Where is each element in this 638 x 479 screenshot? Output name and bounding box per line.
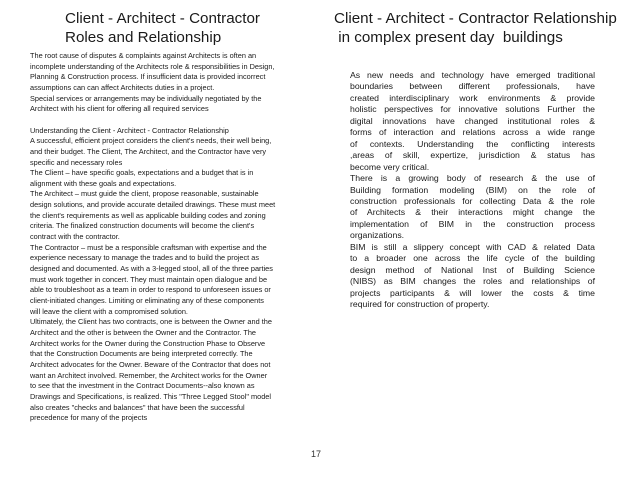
left-text-line: also creates "checks and balances" that have been the successful <box>30 402 245 412</box>
right-text-line-content: BIM is still a slippery concept with CAD & related Data <box>350 241 595 252</box>
left-text-line: experience necessary to manage the trades and to build the project as <box>30 253 260 263</box>
right-text-line <box>350 81 595 92</box>
left-text-line: The Contractor – must be a responsible craftsman with expertise and the <box>30 242 267 252</box>
left-text-line: The Client – have specific goals, expectations and a budget that is in <box>30 168 254 178</box>
right-text-line-content: (NIBS) as BIM changes the roles and relationships of <box>350 276 595 287</box>
left-text-line: must work together in concert. They must maintain open dialogue and be <box>30 274 268 284</box>
page-number: 17 <box>311 449 322 459</box>
left-text-line: The Architect – must guide the client, propose reasonable, sustainable <box>30 189 259 199</box>
left-text-line: and their budget. The Client, The Architect, and the Contractor have very <box>30 146 267 156</box>
left-text-line: Architect advocates for the Owner. Beware of the Contractor that does not <box>30 359 271 369</box>
right-text-line <box>350 173 595 184</box>
right-title-line-2: in complex present day buildings <box>334 29 563 46</box>
left-text-line: Ultimately, the Client has two contracts, one is between the Owner and the <box>30 317 272 327</box>
left-text-line: Architect and the other is between the Owner and the Contractor. The <box>30 328 257 337</box>
right-text-line <box>350 93 595 104</box>
left-body-text <box>30 51 310 424</box>
left-text-line: A successful, efficient project considers the client's needs, their well being, <box>30 136 272 146</box>
right-text-line <box>350 196 595 207</box>
left-text-line: Drawings and Specifications, is realized. This "Three Legged Stool" model <box>30 391 272 401</box>
right-text-line <box>350 230 595 241</box>
right-text-line <box>350 185 595 196</box>
right-title <box>334 9 617 47</box>
right-text-line <box>350 276 595 287</box>
right-text-line-content: projects participants & will lower the costs & time <box>350 287 595 298</box>
right-text-line <box>350 127 595 138</box>
right-text-line <box>350 116 595 127</box>
left-text-line: contract with the contractor. <box>30 232 120 242</box>
left-text-line: Planning & Construction process. If insufficient data is provided incorrect <box>30 72 266 82</box>
right-text-line <box>350 242 595 253</box>
right-text-line-content: organizations. <box>350 230 405 241</box>
left-text-line: Architect with his client for offering all required services <box>30 104 209 114</box>
right-text-line-content: holistic perspectives for innovative solutions Further the <box>350 104 595 115</box>
left-text-line: will leave the client with a compromised solution. <box>30 306 188 316</box>
left-text-line: that the Construction Documents are being interpreted correctly. The <box>30 349 253 359</box>
right-text-line-content: forms of interaction and relations across a wide range <box>350 127 595 138</box>
right-text-line-content: As new needs and technology have emerged traditional <box>350 70 595 80</box>
right-text-line-content: Building formation modeling (BIM) on the role of <box>350 184 595 195</box>
right-text-line <box>350 104 595 115</box>
left-text-line: the client's requirements as well as applicable building codes and zoning <box>30 210 266 220</box>
right-text-line <box>350 253 595 264</box>
left-text-line: designed and documented. As with a 3-legged stool, all of the three parties <box>30 264 273 274</box>
right-text-line <box>350 162 595 173</box>
right-text-line-content: become very critical. <box>350 161 430 172</box>
right-text-line-content: to a broader one across the life cycle of the building <box>350 253 595 264</box>
left-text-line: alignment with these goals and expectations. <box>30 178 177 188</box>
left-text-line: Understanding the Client - Architect - Contractor Relationship <box>30 125 229 135</box>
right-text-line-content: created interdisciplinary work environments & provide <box>350 92 595 103</box>
blank-line <box>30 115 310 126</box>
right-text-line-content: required for construction of property. <box>350 299 490 310</box>
right-text-line <box>350 265 595 276</box>
left-text-line: able to troubleshoot as a team in order to respond to unforeseen issues or <box>30 285 271 295</box>
right-text-line-content: of contexts. Understanding the conflicting interests <box>350 138 595 149</box>
left-title-line-1: Client - Architect - Contractor <box>65 10 260 27</box>
left-title <box>65 9 260 47</box>
right-text-line <box>350 207 595 218</box>
right-text-line <box>350 299 595 310</box>
left-text-line: incomplete understanding of the Architects role & responsibilities in Design, <box>30 61 275 71</box>
right-text-line-content: of Architects & their interactions might change the <box>350 207 595 218</box>
right-title-line-1: Client - Architect - Contractor Relationship <box>334 10 617 27</box>
left-text-line: assumptions can can affect Architects duties in a project. <box>30 82 215 92</box>
right-text-line <box>350 139 595 150</box>
left-text-line: want an Architect involved. Remember, the Architect works for the Owner <box>30 370 268 380</box>
right-text-line-content: digital innovations have changed institutional roles & <box>350 115 595 126</box>
left-title-line-2: Roles and Relationship <box>65 29 222 46</box>
left-text-line: criteria. The finalized construction documents will become the client's <box>30 221 255 231</box>
left-text-line: client-initiated changes. Limiting or eliminating any of these components <box>30 296 264 306</box>
right-text-line-content: construction professionals for collecting Data & the role <box>350 195 595 206</box>
right-text-line-content: implementation of BIM in the construction process <box>350 218 595 229</box>
right-text-line <box>350 70 595 81</box>
left-text-line: design solutions, and provide accurate detailed drawings. These must meet <box>30 200 276 210</box>
left-text-line: precedence for many of the projects <box>30 413 148 423</box>
right-text-line-content: design method of National Inst of Building Science <box>350 264 595 275</box>
left-text-line: Architect works for the Owner during the Construction Phase to Observe <box>30 338 266 348</box>
right-body-text <box>350 70 595 311</box>
right-text-line-content: ,areas of skill, expertize, jurisdiction & status has <box>350 150 595 161</box>
right-text-line <box>350 219 595 230</box>
left-text-line: Special services or arrangements may be individually negotiated by the <box>30 93 262 103</box>
right-text-line-content: boundaries between different professionals, have <box>350 81 595 92</box>
left-text-line: specific and necessary roles <box>30 157 123 167</box>
right-text-line-content: There is a growing body of research & the use of <box>350 173 595 184</box>
left-text-line: The root cause of disputes & complaints against Architects is often an <box>30 51 257 60</box>
right-text-line <box>350 288 595 299</box>
right-text-line <box>350 150 595 161</box>
left-text-line: to see that the investment in the Contract Documents--also known as <box>30 381 255 391</box>
